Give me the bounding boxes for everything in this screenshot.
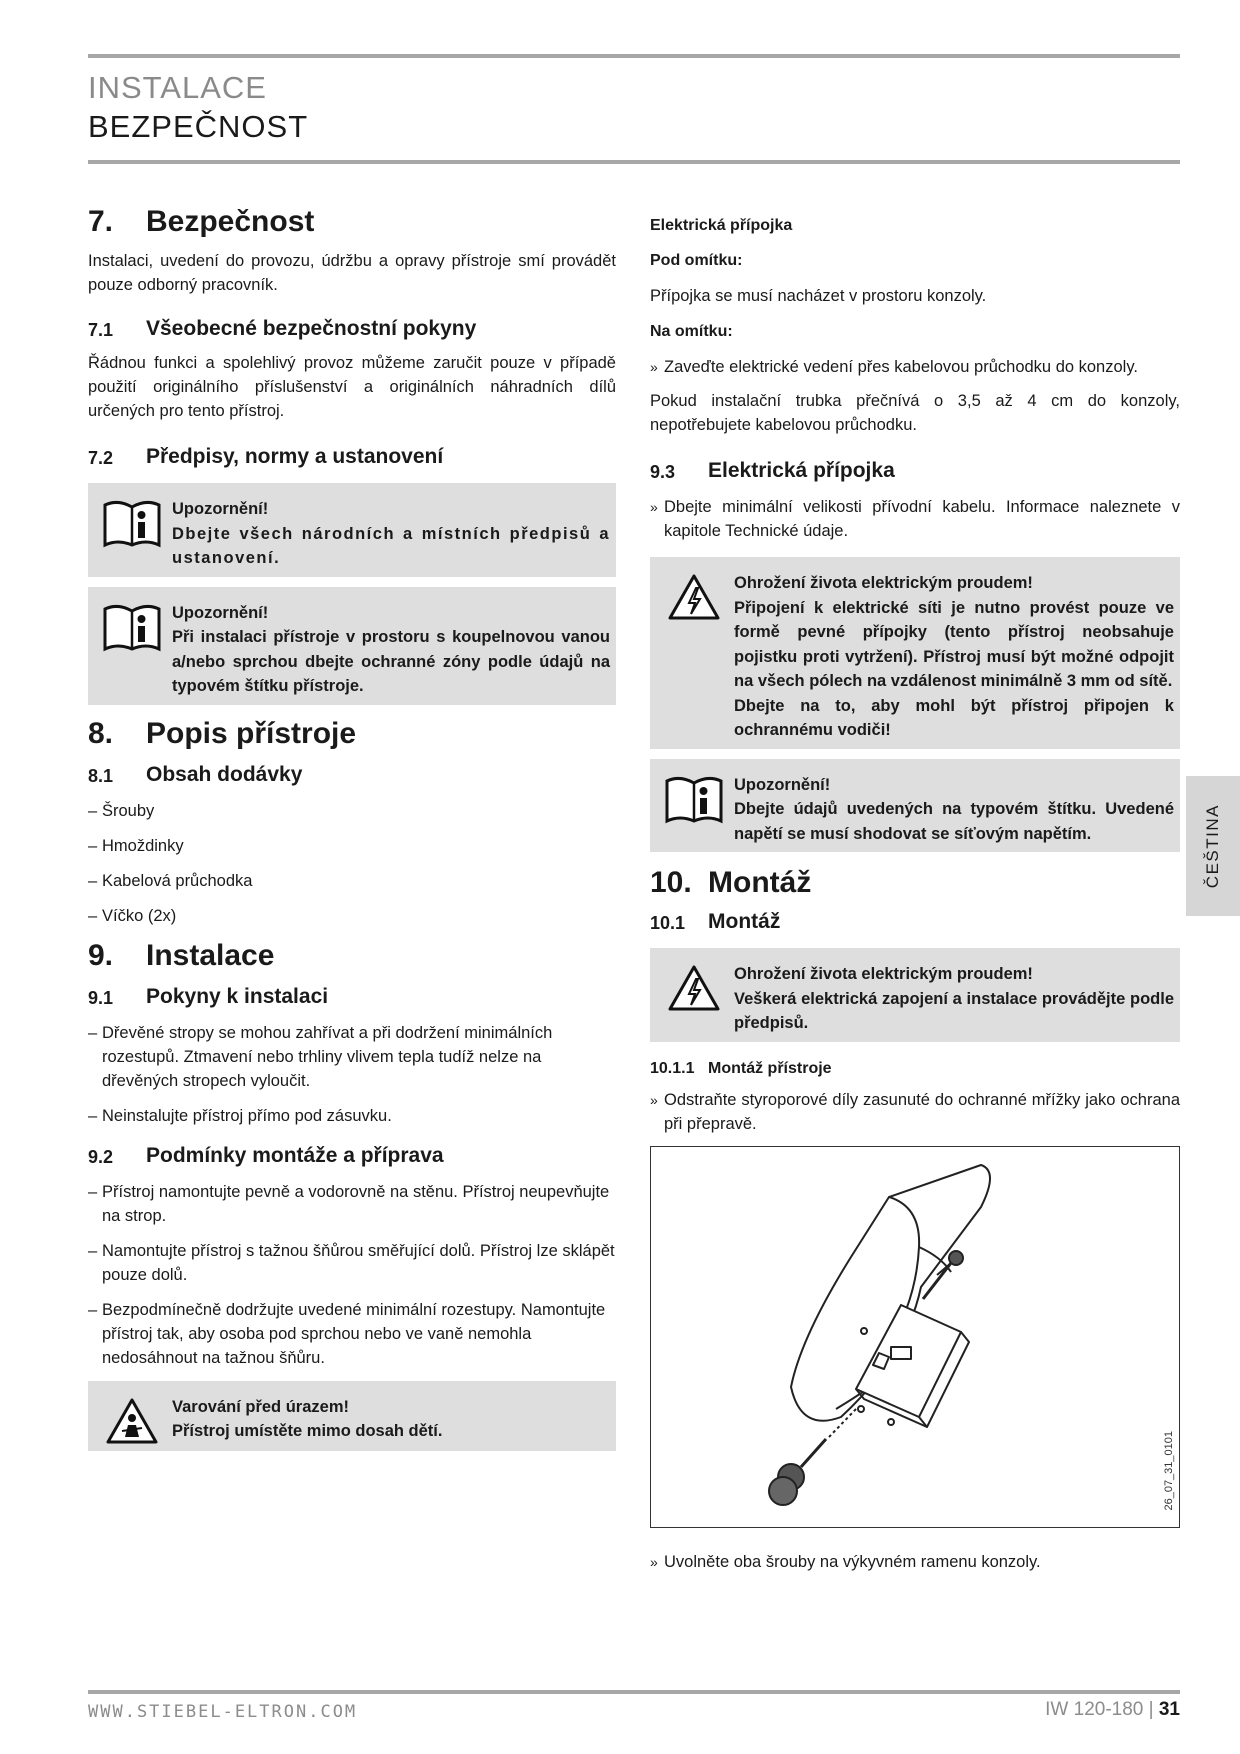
list-item: – Neinstalujte přístroj přímo pod zásuvku. xyxy=(88,1104,616,1128)
note-head: Upozornění! xyxy=(734,775,831,794)
language-tab xyxy=(1186,776,1240,916)
header-bottom-rule xyxy=(88,160,1180,164)
list-item: – Kabelová průchodka xyxy=(88,869,616,893)
list-item: – Víčko (2x) xyxy=(88,904,616,928)
heading-10-1: 10.1 Montáž xyxy=(650,910,781,933)
heading-9-1: 9.1 Pokyny k instalaci xyxy=(88,984,329,1008)
heater-illustration xyxy=(651,1147,1179,1525)
heading-9: 9. Instalace xyxy=(88,938,275,972)
high-voltage-icon xyxy=(654,571,734,743)
high-voltage-icon xyxy=(654,962,734,1036)
note-head: Upozornění! xyxy=(172,500,269,518)
info-book-icon xyxy=(92,601,172,699)
step-item: » Uvolněte oba šrouby na výkyvném ramenu konzoly. xyxy=(650,1550,1180,1574)
warning-box xyxy=(88,1381,616,1451)
note-box xyxy=(88,483,616,577)
delivery-list xyxy=(88,799,616,928)
flush-label: Pod omítku: xyxy=(650,252,743,269)
heading-10-1-1: 10.1.1 Montáž přístroje xyxy=(650,1059,832,1077)
list-item: – Hmoždinky xyxy=(88,834,616,858)
step-item: » Dbejte minimální velikosti přívodní kabelu. Informace naleznete v kapitole Technické údaje. xyxy=(650,495,1180,543)
list-item: – Dřevěné stropy se mohou zahřívat a při dodržení minimálních rozestupů. Ztmavení nebo trhliny vlivem tepla tudíž nelze na dřevěných stropech vyloučit. xyxy=(88,1021,616,1093)
header-top-rule xyxy=(88,54,1180,58)
step-item: » Odstraňte styroporové díly zasunuté do ochranné mřížky jako ochrana při přepravě. xyxy=(650,1088,1180,1136)
header-title: BEZPEČNOST xyxy=(88,109,309,144)
mounting-figure xyxy=(650,1146,1180,1528)
danger-body: Veškerá elektrická zapojení a instalace provádějte podle předpisů. xyxy=(734,989,1174,1032)
danger-box xyxy=(650,948,1180,1042)
left-column xyxy=(88,205,616,1461)
text-7: Instalaci, uvedení do provozu, údržbu a opravy přístroje smí provádět pouze odborný pracovník. xyxy=(88,252,616,294)
surface-text: Pokud instalační trubka přečnívá o 3,5 až 4 cm do konzoly, nepotřebujete kabelovou průchodku. xyxy=(650,392,1180,434)
flush-text: Přípojka se musí nacházet v prostoru konzoly. xyxy=(650,287,987,305)
heading-8: 8. Popis přístroje xyxy=(88,716,357,750)
text-7-1: Řádnou funkci a spolehlivý provoz můžeme zaručit pouze v případě použití originálního příslušenství a originálních náhradních dílů určených pro tento přístroj. xyxy=(88,354,616,420)
right-column xyxy=(650,214,1180,1584)
note-body: Dbejte všech národních a místních předpisů a ustanovení. xyxy=(172,524,610,567)
electrical-label: Elektrická přípojka xyxy=(650,217,793,234)
step-item: » Zaveďte elektrické vedení přes kabelovou průchodku do konzoly. xyxy=(650,355,1180,379)
figure-code: 26_07_31_0101 xyxy=(1163,1430,1175,1511)
info-book-icon xyxy=(92,497,172,571)
header-section: INSTALACE xyxy=(88,70,267,105)
heading-7: 7. Bezpečnost xyxy=(88,205,315,238)
surface-steps xyxy=(650,355,1180,379)
danger-body: Dbejte na to, aby mohl být přístroj připojen k ochrannému vodiči! xyxy=(734,696,1174,739)
note-head: Upozornění! xyxy=(172,603,269,622)
heading-8-1: 8.1 Obsah dodávky xyxy=(88,762,303,786)
warning-head: Varování před úrazem! xyxy=(172,1397,349,1416)
footer-url: WWW.STIEBEL-ELTRON.COM xyxy=(88,1702,358,1722)
note-box xyxy=(88,587,616,705)
info-book-icon xyxy=(654,773,734,847)
surface-label: Na omítku: xyxy=(650,323,733,340)
heading-9-3: 9.3 Elektrická přípojka xyxy=(650,459,895,482)
footer-rule xyxy=(88,1690,1180,1694)
list-item: – Přístroj namontujte pevně a vodorovně na stěnu. Přístroj neupevňujte na strop. xyxy=(88,1180,616,1228)
list-item: – Namontujte přístroj s tažnou šňůrou směřující dolů. Přístroj lze sklápět pouze dolů. xyxy=(88,1239,616,1287)
warning-body: Přístroj umístěte mimo dosah dětí. xyxy=(172,1422,443,1440)
after-figure-steps xyxy=(650,1550,1180,1574)
note-body: Dbejte údajů uvedených na typovém štítku. Uvedené napětí se musí shodovat se síťovým napětím. xyxy=(734,800,1174,843)
connection-steps xyxy=(650,495,1180,543)
injury-warning-icon xyxy=(92,1395,172,1445)
heading-7-2: 7.2 Předpisy, normy a ustanovení xyxy=(88,445,444,468)
list-item: – Šrouby xyxy=(88,799,616,823)
heading-7-1: 7.1 Všeobecné bezpečnostní pokyny xyxy=(88,317,477,340)
note-body: Při instalaci přístroje v prostoru s koupelnovou vanou a/nebo sprchou dbejte ochranné zóny podle údajů na typovém štítku přístroje. xyxy=(172,628,610,695)
language-label: ČEŠTINA xyxy=(1203,803,1222,889)
danger-head: Ohrožení života elektrickým proudem! xyxy=(734,574,1033,592)
danger-box xyxy=(650,557,1180,749)
install-list xyxy=(88,1021,616,1128)
footer-page xyxy=(1045,1699,1180,1721)
heading-10: 10. Montáž xyxy=(650,866,812,899)
heading-9-2: 9.2 Podmínky montáže a příprava xyxy=(88,1143,444,1167)
danger-head: Ohrožení života elektrickým proudem! xyxy=(734,965,1033,983)
mounting-steps xyxy=(650,1088,1180,1136)
list-item: – Bezpodmínečně dodržujte uvedené minimální rozestupy. Namontujte přístroj tak, aby osoba pod sprchou nebo ve vaně nemohla nedosáhnout na tažnou šňůru. xyxy=(88,1298,616,1370)
danger-body: Připojení k elektrické síti je nutno provést pouze ve formě pevné přípojky (tento přístroj neobsahuje pojistku proti vytržení). Přístroj musí být možné odpojit na všech pólech na vzdálenost minimálně 3 mm od sítě. xyxy=(734,598,1174,690)
page-number: 31 xyxy=(1158,1699,1180,1720)
footer-model: IW 120-180 | xyxy=(1045,1699,1154,1720)
note-box xyxy=(650,759,1180,853)
conditions-list xyxy=(88,1180,616,1370)
